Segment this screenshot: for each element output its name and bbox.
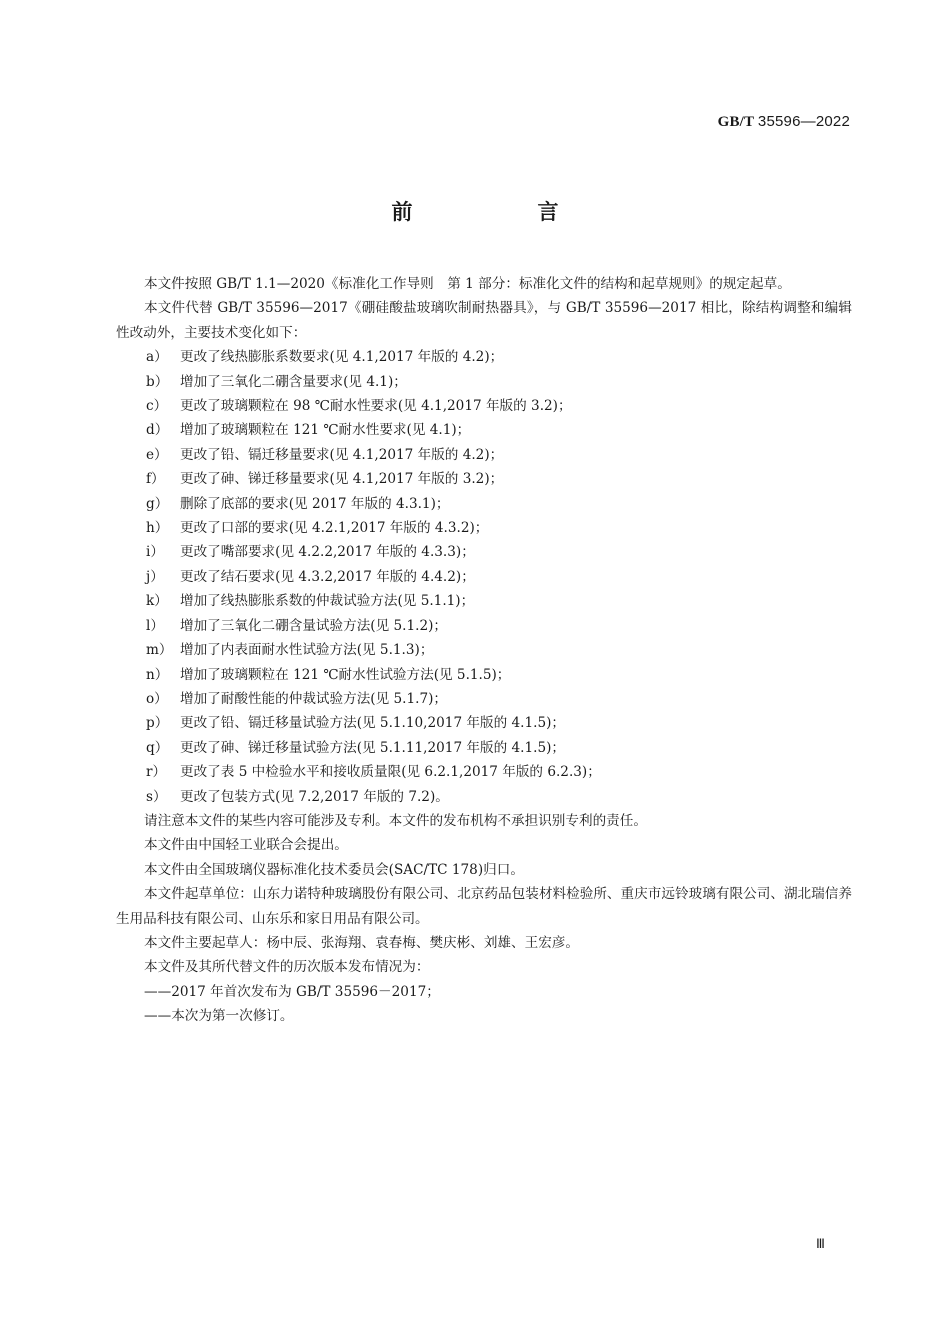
list-item-label: k）: [146, 593, 168, 610]
list-item-text: 更改了表 5 中检验水平和接收质量限(见 6.2.1,2017 年版的 6.2.3)；: [180, 764, 601, 781]
list-item-text: 增加了耐酸性能的仲裁试验方法(见 5.1.7)；: [180, 690, 448, 707]
intro-paragraph-2: 本文件代替 GB/T 35596—2017《硼硅酸盐玻璃吹制耐热器具》，与 GB/T 35596—2017 相比，除结构调整和编辑性改动外，主要技术变化如下：: [116, 300, 852, 341]
list-item-label: e）: [146, 446, 168, 463]
list-item: [116, 589, 852, 613]
list-item-label: p）: [146, 715, 169, 732]
standard-prefix: GB/T: [717, 114, 754, 130]
history-item: ——2017 年首次发布为 GB/T 35596－2017；: [144, 983, 440, 1000]
drafting-units: 本文件起草单位：山东力诺特种玻璃股份有限公司、北京药品包装材料检验所、重庆市远铃玻璃有限公司、湖北瑞信养生用品科技有限公司、山东乐和家日用品有限公司。: [116, 886, 852, 927]
list-item: [116, 540, 852, 564]
list-item-label: f）: [146, 471, 165, 488]
list-item: [116, 785, 852, 809]
list-item-label: l）: [146, 617, 164, 634]
list-item-label: q）: [146, 739, 169, 756]
list-item: [116, 711, 852, 735]
list-item-text: 增加了内表面耐水性试验方法(见 5.1.3)；: [180, 642, 434, 659]
list-item-label: i）: [146, 544, 164, 561]
list-item-label: c）: [146, 398, 168, 415]
list-item-text: 更改了结石要求(见 4.3.2,2017 年版的 4.4.2)；: [180, 568, 475, 585]
list-item: [116, 467, 852, 491]
intro-paragraph-1: 本文件按照 GB/T 1.1—2020《标准化工作导则 第 1 部分：标准化文件的结构和起草规则》的规定起草。: [144, 276, 791, 292]
list-item: [116, 370, 852, 394]
changes-list: [116, 345, 852, 809]
list-item: [116, 492, 852, 516]
list-item: [116, 394, 852, 418]
history-item: ——本次为第一次修订。: [144, 1008, 294, 1025]
list-item-text: 增加了三氧化二硼含量试验方法(见 5.1.2)；: [180, 617, 448, 634]
list-item-text: 更改了嘴部要求(见 4.2.2,2017 年版的 4.3.3)；: [180, 544, 475, 561]
list-item: [116, 663, 852, 687]
list-item: [116, 565, 852, 589]
list-item-label: a）: [146, 349, 168, 366]
list-item-label: n）: [146, 666, 169, 683]
foreword-body: [116, 272, 852, 1029]
managed-by: 本文件由全国玻璃仪器标准化技术委员会(SAC/TC 178)归口。: [144, 861, 524, 878]
list-item: [116, 760, 852, 784]
list-item: [116, 687, 852, 711]
list-item: [116, 638, 852, 662]
list-item-label: r）: [146, 764, 167, 781]
list-item-text: 增加了玻璃颗粒在 121 ℃耐水性要求(见 4.1)；: [180, 422, 471, 439]
list-item-text: 更改了砷、锑迁移量要求(见 4.1,2017 年版的 3.2)；: [180, 471, 504, 488]
list-item: [116, 736, 852, 760]
proposed-by: 本文件由中国轻工业联合会提出。: [144, 837, 348, 854]
list-item-text: 更改了口部的要求(见 4.2.1,2017 年版的 4.3.2)；: [180, 520, 489, 537]
list-item-text: 增加了三氧化二硼含量要求(见 4.1)；: [180, 373, 407, 390]
list-item-label: s）: [146, 788, 167, 805]
standard-number-header: [718, 113, 850, 131]
list-item: [116, 516, 852, 540]
list-item-text: 删除了底部的要求(见 2017 年版的 4.3.1)；: [180, 495, 450, 512]
list-item-text: 增加了线热膨胀系数的仲裁试验方法(见 5.1.1)；: [180, 593, 475, 610]
history-intro: 本文件及其所代替文件的历次版本发布情况为：: [144, 959, 430, 976]
page-title: 前 言: [391, 200, 611, 224]
standard-number: 35596—2022: [757, 113, 850, 130]
list-item-label: b）: [146, 373, 169, 390]
list-item-text: 更改了线热膨胀系数要求(见 4.1,2017 年版的 4.2)；: [180, 349, 504, 366]
list-item: [116, 345, 852, 369]
list-item-text: 增加了玻璃颗粒在 121 ℃耐水性试验方法(见 5.1.5)；: [180, 666, 511, 683]
list-item-label: j）: [146, 568, 164, 585]
list-item-text: 更改了砷、锑迁移量试验方法(见 5.1.11,2017 年版的 4.1.5)；: [180, 739, 565, 756]
drafters: 本文件主要起草人：杨中辰、张海翔、袁春梅、樊庆彬、刘雄、王宏彦。: [144, 934, 579, 951]
list-item-label: d）: [146, 422, 169, 439]
patent-notice: 请注意本文件的某些内容可能涉及专利。本文件的发布机构不承担识别专利的责任。: [144, 812, 647, 829]
list-item-label: g）: [146, 495, 169, 512]
list-item-label: m）: [146, 642, 173, 659]
list-item: [116, 443, 852, 467]
list-item-text: 更改了铅、镉迁移量试验方法(见 5.1.10,2017 年版的 4.1.5)；: [180, 715, 565, 732]
page-number: Ⅲ: [816, 1236, 825, 1251]
list-item-label: h）: [146, 520, 169, 537]
list-item-text: 更改了包装方式(见 7.2,2017 年版的 7.2)。: [180, 788, 449, 805]
list-item: [116, 418, 852, 442]
list-item-text: 更改了玻璃颗粒在 98 ℃耐水性要求(见 4.1,2017 年版的 3.2)；: [180, 398, 572, 415]
list-item-text: 更改了铅、镉迁移量要求(见 4.1,2017 年版的 4.2)；: [180, 446, 504, 463]
list-item: [116, 614, 852, 638]
list-item-label: o）: [146, 690, 168, 707]
